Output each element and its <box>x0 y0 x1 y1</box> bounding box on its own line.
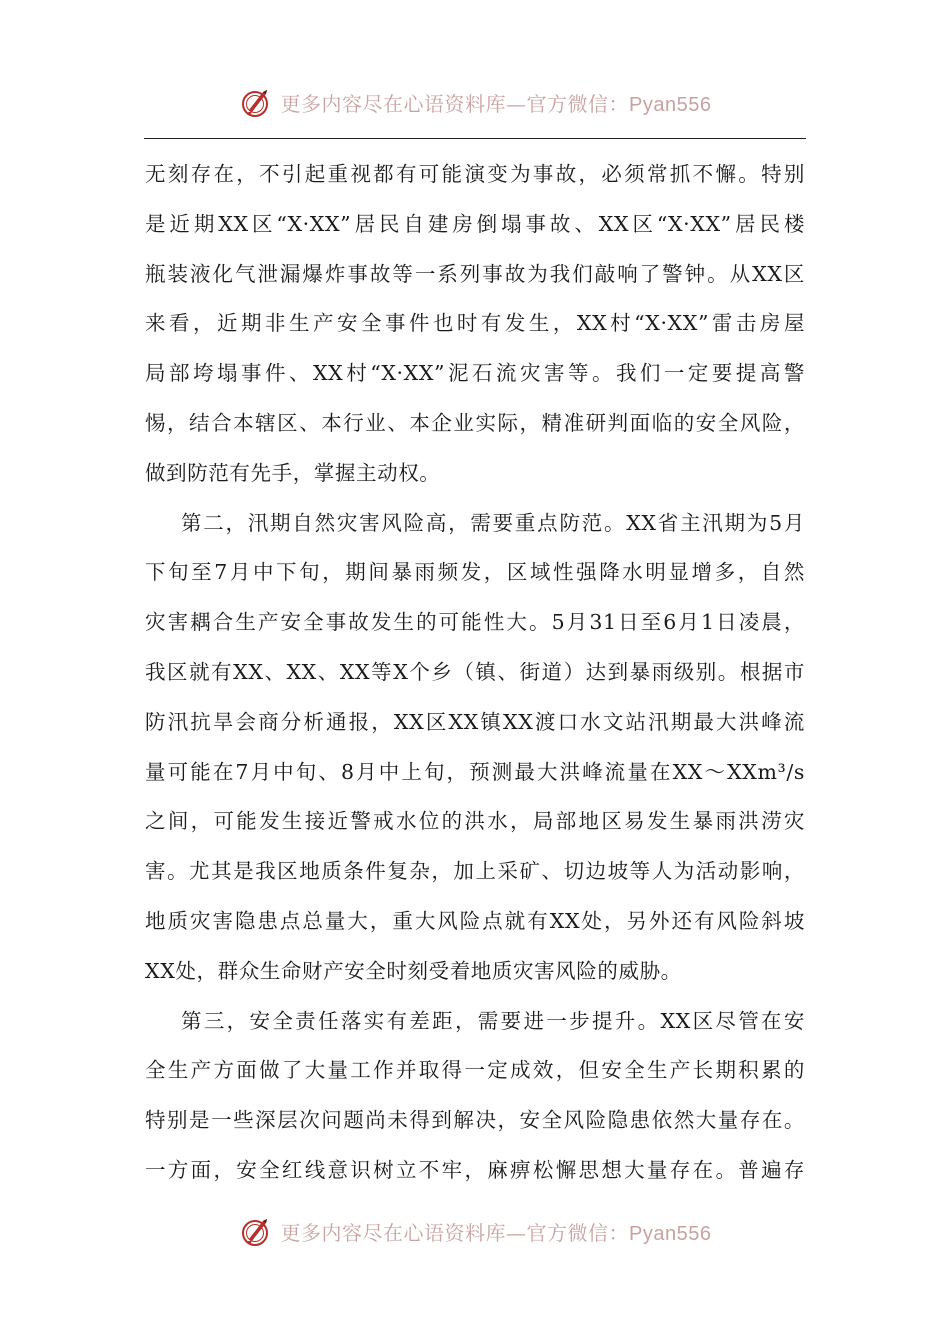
text-line: 全生产方面做了大量工作并取得一定成效，但安全生产长期积累的 <box>145 1058 805 1083</box>
text-line: 我区就有XX、XX、XX等X个乡（镇、街道）达到暴雨级别。根据市 <box>145 659 805 684</box>
text-line: 防汛抗旱会商分析通报，XX区XX镇XX渡口水文站汛期最大洪峰流 <box>145 709 805 734</box>
paragraph-start-line: 第三，安全责任落实有差距，需要进一步提升。XX区尽管在安 <box>181 1008 805 1033</box>
pen-quill-seal-icon <box>239 1213 275 1249</box>
header-wechat-handle: Pyan556 <box>629 93 712 116</box>
text-line: 下旬至7月中下旬，期间暴雨频发，区域性强降水明显增多，自然 <box>145 560 805 585</box>
text-line: 灾害耦合生产安全事故发生的可能性大。5月31日至6月1日凌晨， <box>145 610 805 635</box>
text-line: 来看，近期非生产安全事件也时有发生，XX村“X·XX”雷击房屋 <box>145 311 805 336</box>
text-line: 一方面，安全红线意识树立不牢，麻痹松懈思想大量存在。普遍存 <box>145 1157 805 1182</box>
text-line: 特别是一些深层次问题尚未得到解决，安全风险隐患依然大量存在。 <box>145 1108 805 1133</box>
text-line: 害。尤其是我区地质条件复杂，加上采矿、切边坡等人为活动影响， <box>145 859 805 884</box>
text-line: 地质灾害隐患点总量大，重大风险点就有XX处，另外还有风险斜坡 <box>145 908 805 933</box>
text-line: 量可能在7月中旬、8月中上旬，预测最大洪峰流量在XX～XXm³/s <box>145 759 805 784</box>
footer-banner <box>0 1211 950 1251</box>
header-banner <box>0 82 950 122</box>
footer-text: 更多内容尽在心语资料库—官方微信： <box>280 1220 630 1245</box>
pen-quill-seal-icon <box>239 84 275 120</box>
text-line: 无刻存在，不引起重视都有可能演变为事故，必须常抓不懈。特别 <box>145 162 805 186</box>
text-line: 局部垮塌事件、XX村“X·XX”泥石流灾害等。我们一定要提高警 <box>145 361 805 386</box>
text-line: 惕，结合本辖区、本行业、本企业实际，精准研判面临的安全风险， <box>145 410 805 435</box>
document-body <box>145 150 805 1196</box>
header-divider <box>144 138 806 139</box>
footer-wechat-handle: Pyan556 <box>629 1222 712 1245</box>
header-text: 更多内容尽在心语资料库—官方微信： <box>280 91 630 116</box>
text-line: 是近期XX区“X·XX”居民自建房倒塌事故、XX区“X·XX”居民楼 <box>145 211 805 236</box>
paragraph-start-line: 第二，汛期自然灾害风险高，需要重点防范。XX省主汛期为5月 <box>181 510 805 535</box>
text-line: 瓶装液化气泄漏爆炸事故等一系列事故为我们敲响了警钟。从XX区 <box>145 261 805 286</box>
text-line: 之间，可能发生接近警戒水位的洪水，局部地区易发生暴雨洪涝灾 <box>145 809 805 834</box>
text-line: XX处，群众生命财产安全时刻受着地质灾害风险的威胁。 <box>145 958 682 983</box>
text-line: 做到防范有先手，掌握主动权。 <box>145 460 441 485</box>
